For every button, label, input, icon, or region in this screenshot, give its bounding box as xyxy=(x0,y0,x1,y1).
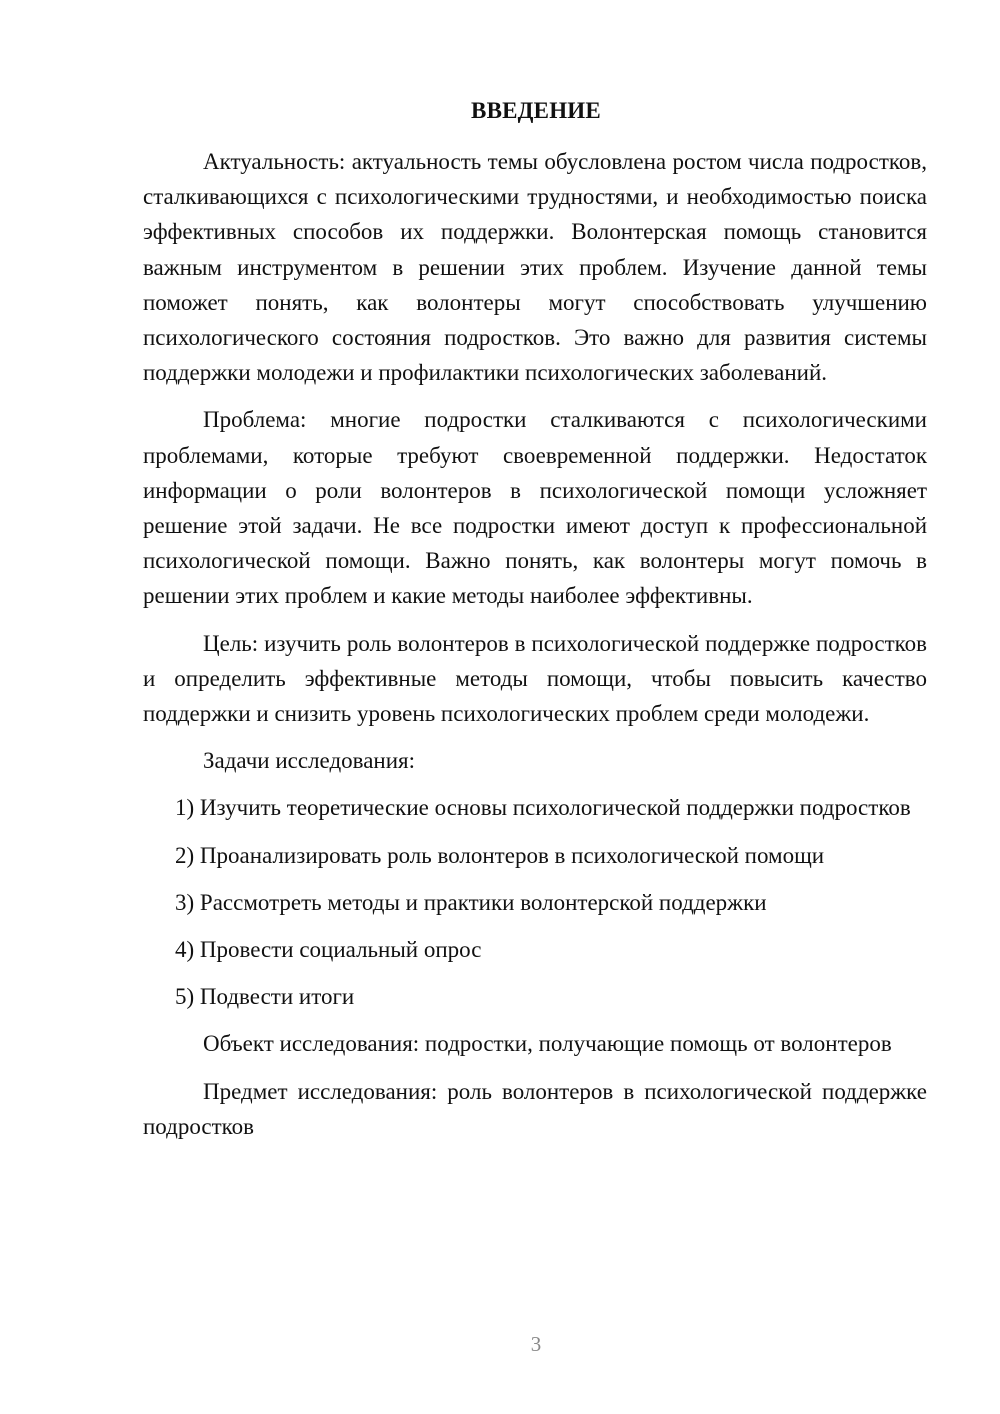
page-number: 3 xyxy=(530,1332,542,1356)
list-item: 2) Проанализировать роль волонтеров в психологической помощи xyxy=(175,842,825,868)
tasks-list xyxy=(143,790,927,1014)
list-item: 3) Рассмотреть методы и практики волонтерской поддержки xyxy=(175,889,767,915)
page-title: ВВЕДЕНИЕ xyxy=(471,98,601,123)
paragraph-problem: Проблема: многие подростки сталкиваются с психологическими проблемами, которые требуют своевременной поддержки. Недостаток информации о роли волонтеров в психологической помощи усложняет решение этой задачи. Не все подростки имеют доступ к профессиональной психологической помощи. Важно понять, как волонтеры могут помочь в решении этих проблем и какие методы наиболее эффективны. xyxy=(143,407,927,609)
document-page xyxy=(143,96,927,1156)
research-subject: Предмет исследования: роль волонтеров в психологической поддержке подростков xyxy=(143,1078,927,1139)
research-object: Объект исследования: подростки, получающие помощь от волонтеров xyxy=(203,1031,892,1057)
list-item: 4) Провести социальный опрос xyxy=(175,937,482,963)
list-item: 5) Подвести итоги xyxy=(175,984,355,1010)
tasks-heading: Задачи исследования: xyxy=(203,748,416,774)
paragraph-goal: Цель: изучить роль волонтеров в психологической поддержке подростков и определить эффективные методы помощи, чтобы повысить качество поддержки и снизить уровень психологических проблем среди молодежи. xyxy=(143,630,927,727)
paragraph-relevance: Актуальность: актуальность темы обусловлена ростом числа подростков, сталкивающихся с психологическими трудностями, и необходимостью поиска эффективных способов их поддержки. Волонтерская помощь становится важным инструментом в решении этих проблем. Изучение данной темы поможет понять, как волонтеры могут способствовать улучшению психологического состояния подростков. Это важно для развития системы поддержки молодежи и профилактики психологических заболеваний. xyxy=(143,149,927,386)
list-item: 1) Изучить теоретические основы психологической поддержки подростков xyxy=(175,795,911,821)
